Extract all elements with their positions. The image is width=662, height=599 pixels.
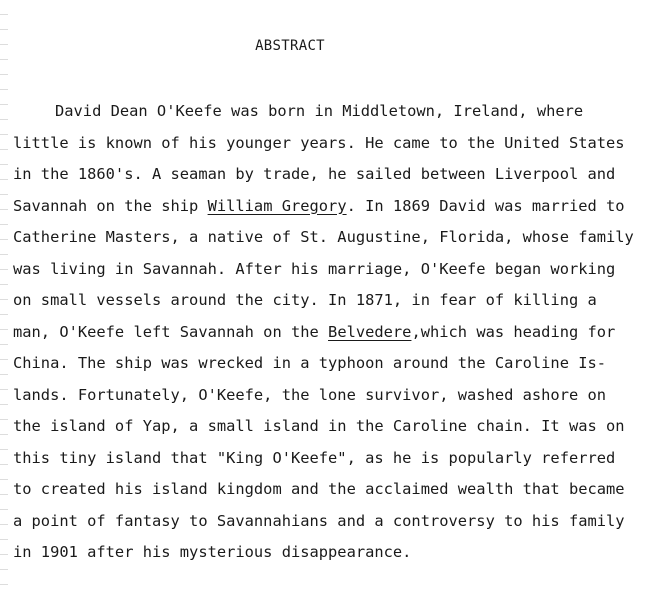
line-4-text-before: Savannah on the ship bbox=[13, 196, 208, 215]
abstract-line-3: in the 1860's. A seaman by trade, he sailed between Liverpool and bbox=[13, 165, 616, 183]
line-8-text-before: man, O'Keefe left Savannah on the bbox=[13, 322, 329, 341]
abstract-line-1: David Dean O'Keefe was born in Middletown, Ireland, where bbox=[55, 102, 584, 120]
abstract-line-7: on small vessels around the city. In 1871, in fear of killing a bbox=[13, 291, 597, 309]
abstract-line-11: the island of Yap, a small island in the Caroline chain. It was on bbox=[13, 417, 625, 435]
abstract-line-8 bbox=[13, 317, 653, 349]
abstract-title: ABSTRACT bbox=[255, 38, 325, 54]
abstract-line-6: was living in Savannah. After his marriage, O'Keefe began working bbox=[13, 259, 616, 278]
abstract-line-5: Catherine Masters, a native of St. Augustine, Florida, whose family bbox=[13, 228, 634, 246]
line-8-text-after: ,which was heading for bbox=[411, 322, 616, 341]
scan-edge-marks bbox=[0, 0, 8, 599]
abstract-line-15: in 1901 after his mysterious disappearance. bbox=[13, 543, 412, 561]
ship-name-belvedere: Belvedere bbox=[328, 322, 412, 341]
ship-name-william-gregory: William Gregory bbox=[207, 196, 347, 215]
abstract-body bbox=[13, 96, 653, 569]
abstract-line-10: lands. Fortunately, O'Keefe, the lone survivor, washed ashore on bbox=[13, 385, 607, 404]
abstract-line-13: to created his island kingdom and the acclaimed wealth that became bbox=[13, 480, 625, 498]
abstract-line-14: a point of fantasy to Savannahians and a controversy to his family bbox=[13, 511, 625, 530]
abstract-line-4 bbox=[13, 191, 653, 223]
abstract-line-12: this tiny island that "King O'Keefe", as he is popularly referred bbox=[13, 448, 616, 467]
abstract-line-9: China. The ship was wrecked in a typhoon around the Caroline Is- bbox=[13, 354, 607, 372]
line-4-text-after: . In 1869 David was married to bbox=[346, 196, 625, 215]
abstract-line-2: little is known of his younger years. He came to the United States bbox=[13, 133, 625, 152]
